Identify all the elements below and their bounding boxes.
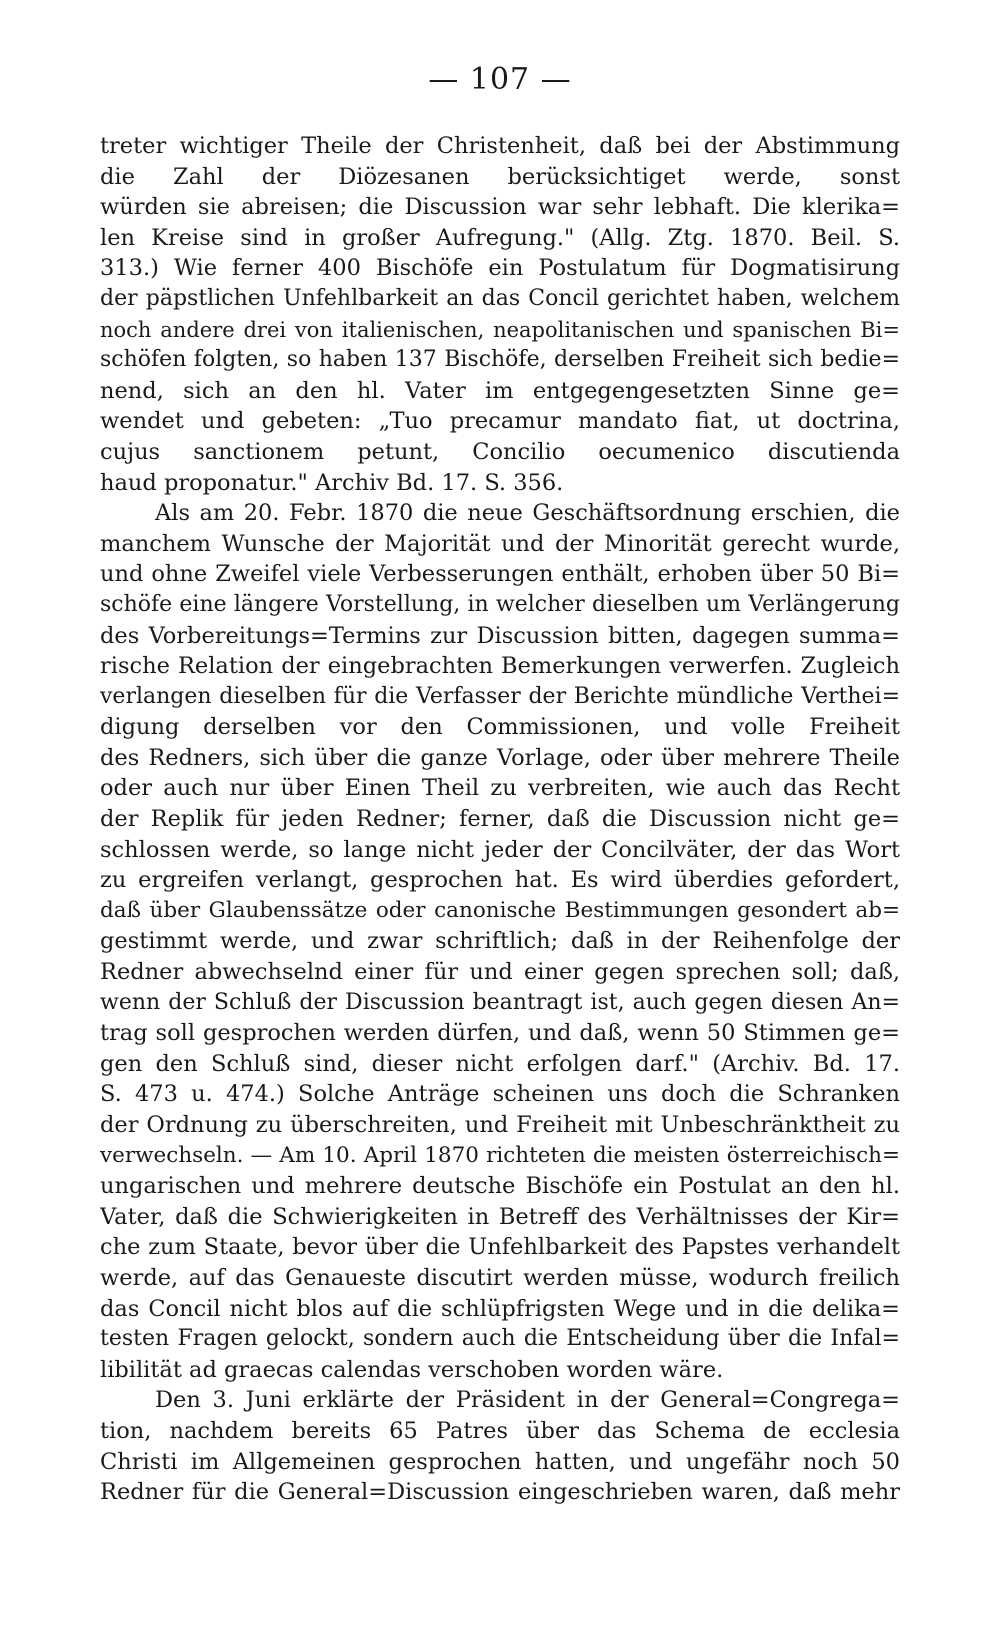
text-line: Vater, daß die Schwierigkeiten in Betreff des Verhältnisses der Kir=: [100, 1203, 900, 1230]
text-line: Als am 20. Febr. 1870 die neue Geschäftsordnung erschien, die: [155, 500, 900, 527]
text-line: gestimmt werde, und zwar schriftlich; daß in der Reihenfolge der: [100, 928, 900, 955]
page-number: — 107 —: [428, 62, 572, 97]
text-line: des Vorbereitungs=Termins zur Discussion bitten, dagegen summa=: [100, 622, 900, 649]
text-line: noch andere drei von italienischen, neapolitanischen und spanischen Bi=: [100, 317, 900, 342]
text-line: daß über Glaubenssätze oder canonische Bestimmungen gesondert ab=: [100, 897, 900, 923]
text-line: che zum Staate, bevor über die Unfehlbarkeit des Papstes verhandelt: [100, 1234, 900, 1261]
text-line: ungarischen und mehrere deutsche Bischöfe ein Postulat an den hl.: [100, 1173, 900, 1200]
text-line: libilität ad graecas calendas verschoben worden wäre.: [100, 1356, 724, 1383]
text-line: gen den Schluß sind, dieser nicht erfolgen darf." (Archiv. Bd. 17.: [100, 1050, 900, 1077]
text-line: nend, sich an den hl. Vater im entgegengesetzten Sinne ge=: [100, 377, 900, 404]
text-line: der Ordnung zu überschreiten, und Freiheit mit Unbeschränktheit zu: [100, 1112, 900, 1138]
text-line: verwechseln. — Am 10. April 1870 richteten die meisten österreichisch=: [100, 1142, 900, 1168]
text-line: Redner für die General=Discussion eingeschrieben waren, daß mehr: [100, 1479, 900, 1506]
text-line: tion, nachdem bereits 65 Patres über das Schema de ecclesia: [100, 1417, 900, 1444]
text-line: schöfen folgten, so haben 137 Bischöfe, derselben Freiheit sich bedie=: [100, 347, 900, 373]
text-line: zu ergreifen verlangt, gesprochen hat. Es wird überdies gefordert,: [100, 867, 900, 894]
body-text: [100, 131, 900, 1508]
text-line: cujus sanctionem petunt, Concilio oecumenico discutienda: [100, 438, 900, 465]
text-line: S. 473 u. 474.) Solche Anträge scheinen uns doch die Schranken: [100, 1081, 900, 1108]
text-line: digung derselben vor den Commissionen, und volle Freiheit: [100, 714, 900, 741]
text-line: 313.) Wie ferner 400 Bischöfe ein Postulatum für Dogmatisirung: [100, 255, 900, 282]
text-line: treter wichtiger Theile der Christenheit, daß bei der Abstimmung: [100, 133, 900, 159]
text-line: manchem Wunsche der Majorität und der Minorität gerecht wurde,: [100, 530, 900, 557]
text-line: testen Fragen gelockt, sondern auch die Entscheidung über die Infal=: [100, 1326, 900, 1352]
text-line: das Concil nicht blos auf die schlüpfrigsten Wege und in die delika=: [100, 1295, 900, 1322]
text-line: schöfe eine längere Vorstellung, in welcher dieselben um Verlängerung: [100, 591, 900, 617]
text-line: der Replik für jeden Redner; ferner, daß die Discussion nicht ge=: [100, 806, 900, 833]
text-line: der päpstlichen Unfehlbarkeit an das Concil gerichtet haben, welchem: [100, 285, 900, 311]
text-line: verlangen dieselben für die Verfasser der Berichte mündliche Verthei=: [100, 683, 900, 709]
text-line: des Redners, sich über die ganze Vorlage, oder über mehrere Theile: [100, 744, 900, 771]
text-line: wendet und gebeten: „Tuo precamur mandato fiat, ut doctrina,: [100, 408, 900, 435]
text-line: werde, auf das Genaueste discutirt werden müsse, wodurch freilich: [100, 1264, 900, 1291]
text-line: und ohne Zweifel viele Verbesserungen enthält, erhoben über 50 Bi=: [100, 561, 900, 588]
text-line: len Kreise sind in großer Aufregung." (Allg. Ztg. 1870. Beil. S.: [100, 224, 900, 251]
text-line: rische Relation der eingebrachten Bemerkungen verwerfen. Zugleich: [100, 653, 900, 680]
text-line: würden sie abreisen; die Discussion war sehr lebhaft. Die klerika=: [100, 194, 900, 221]
text-line: wenn der Schluß der Discussion beantragt ist, auch gegen diesen An=: [100, 989, 900, 1015]
text-line: haud proponatur." Archiv Bd. 17. S. 356.: [100, 469, 564, 496]
text-line: die Zahl der Diözesanen berücksichtiget werde, sonst: [100, 163, 900, 190]
text-line: Christi im Allgemeinen gesprochen hatten, und ungefähr noch 50: [100, 1448, 900, 1475]
text-line: Den 3. Juni erklärte der Präsident in der General=Congrega=: [155, 1387, 900, 1414]
text-line: schlossen werde, so lange nicht jeder der Concilväter, der das Wort: [100, 836, 900, 863]
text-line: oder auch nur über Einen Theil zu verbreiten, wie auch das Recht: [100, 775, 900, 802]
text-line: Redner abwechselnd einer für und einer gegen sprechen soll; daß,: [100, 959, 900, 986]
text-line: trag soll gesprochen werden dürfen, und daß, wenn 50 Stimmen ge=: [100, 1020, 900, 1047]
